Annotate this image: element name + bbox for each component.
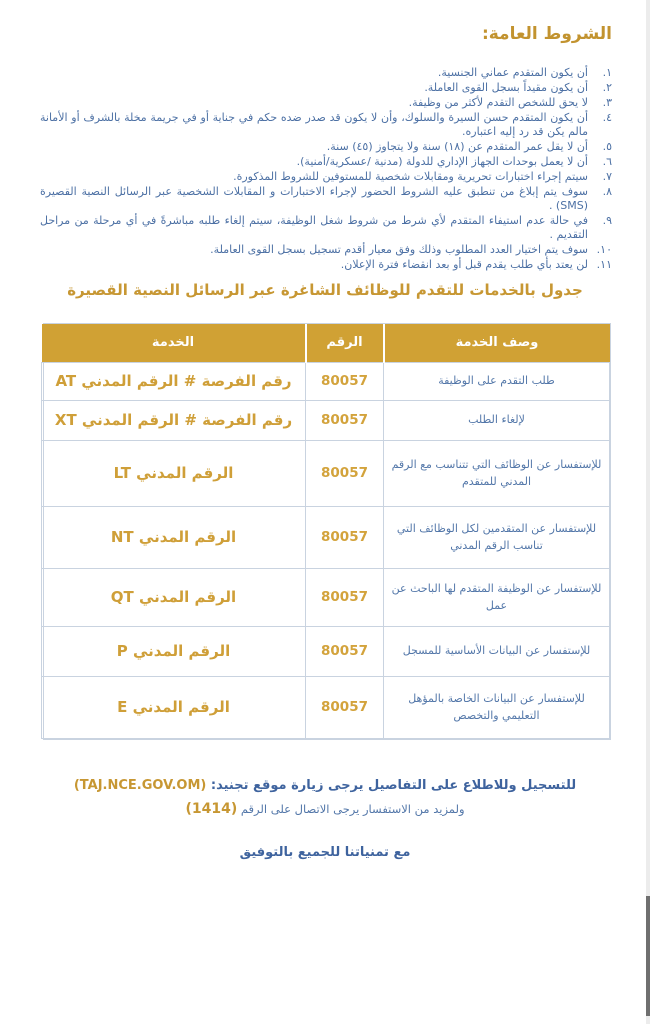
registration-info bbox=[0, 778, 650, 793]
service-number-cell: 80057 bbox=[306, 362, 384, 400]
condition-number: ٦. bbox=[602, 155, 612, 168]
table-row bbox=[42, 362, 610, 400]
condition-text: في حالة عدم استيفاء المتقدم لأي شرط من شروط شغل الوظيفة، سيتم إلغاء طلبه مباشرةً في أي مرحلة من مراحل التقديم . bbox=[40, 214, 588, 241]
scrollbar-thumb[interactable] bbox=[646, 896, 650, 1016]
service-description-cell: للإستفسار عن البيانات الأساسية للمسجل bbox=[384, 626, 610, 676]
condition-number: ١٠. bbox=[596, 243, 612, 256]
condition-text: أن لا يعمل بوحدات الجهاز الإداري للدولة (مدنية /عسكرية/أمنية). bbox=[296, 155, 588, 168]
page-title: الشروط العامة: bbox=[481, 24, 612, 44]
service-number-cell: 80057 bbox=[306, 440, 384, 506]
service-code-cell: رقم الفرصة # الرقم المدني AT bbox=[42, 362, 306, 400]
condition-text: أن يكون مقيداً بسجل القوى العاملة. bbox=[424, 81, 588, 94]
col-header-service: الخدمة bbox=[42, 324, 306, 362]
service-number-cell: 80057 bbox=[306, 506, 384, 568]
condition-number: ٢. bbox=[602, 81, 612, 94]
service-number-cell: 80057 bbox=[306, 568, 384, 626]
col-header-description: وصف الخدمة bbox=[384, 324, 610, 362]
table-header-row bbox=[42, 324, 610, 362]
condition-text: أن لا يقل عمر المتقدم عن (١٨) سنة ولا يتجاوز (٤٥) سنة. bbox=[326, 140, 588, 153]
condition-text: سيتم إجراء اختبارات تحريرية ومقابلات شخصية للمستوفين للشروط المذكورة. bbox=[233, 170, 588, 183]
condition-text: لن يعتد بأي طلب يقدم قبل أو بعد انقضاء فترة الإعلان. bbox=[340, 258, 588, 271]
website-url: (TAJ.NCE.GOV.OM) bbox=[73, 778, 207, 793]
service-code-cell: الرقم المدني NT bbox=[42, 506, 306, 568]
table-row bbox=[42, 506, 610, 568]
condition-item bbox=[40, 258, 612, 272]
closing-wishes: مع تمنياتنا للجميع بالتوفيق bbox=[239, 845, 411, 860]
condition-text: أن يكون المتقدم حسن السيرة والسلوك، وأن لا يكون قد صدر ضده حكم في جناية أو في جريمة مخلة بالشرف أو الأمانة مالم يكن قد رد إليه اعتباره. bbox=[40, 111, 588, 138]
table-row bbox=[42, 626, 610, 676]
condition-number: ٤. bbox=[602, 111, 612, 124]
service-description-cell: للإستفسار عن الوظيفة المتقدم لها الباحث عن عمل bbox=[384, 568, 610, 626]
service-number-cell: 80057 bbox=[306, 400, 384, 440]
condition-item bbox=[40, 243, 612, 257]
service-description-cell: للإستفسار عن البيانات الخاصة بالمؤهل التعليمي والتخصص bbox=[384, 676, 610, 738]
service-number-cell: 80057 bbox=[306, 676, 384, 738]
table-row bbox=[42, 440, 610, 506]
condition-number: ١. bbox=[602, 66, 612, 79]
condition-number: ٩. bbox=[602, 214, 612, 227]
conditions-list bbox=[40, 66, 612, 273]
service-code-cell: الرقم المدني LT bbox=[42, 440, 306, 506]
condition-number: ٥. bbox=[602, 140, 612, 153]
condition-number: ٣. bbox=[602, 96, 612, 109]
table-row bbox=[42, 400, 610, 440]
inquiry-text: ولمزيد من الاستفسار يرجى الاتصال على الرقم bbox=[240, 802, 465, 816]
condition-item bbox=[40, 81, 612, 95]
inquiry-info bbox=[0, 801, 650, 817]
condition-text: سوف يتم إبلاغ من تنطبق عليه الشروط الحضور لإجراء الاختبارات و المقابلات الشخصية عبر الرسائل النصية القصيرة (SMS) . bbox=[40, 185, 588, 212]
service-description-cell: طلب التقدم على الوظيفة bbox=[384, 362, 610, 400]
col-header-number: الرقم bbox=[306, 324, 384, 362]
service-description-cell: للإستفسار عن المتقدمين لكل الوظائف التي تناسب الرقم المدني bbox=[384, 506, 610, 568]
service-code-cell: الرقم المدني P bbox=[42, 626, 306, 676]
service-number-cell: 80057 bbox=[306, 626, 384, 676]
scrollbar-track[interactable] bbox=[646, 0, 650, 1024]
condition-item bbox=[40, 96, 612, 110]
services-table-title: جدول بالخدمات للتقدم للوظائف الشاغرة عبر الرسائل النصية القصيرة bbox=[67, 281, 583, 299]
services-table-wrap bbox=[43, 323, 611, 740]
condition-number: ٧. bbox=[602, 170, 612, 183]
table-row bbox=[42, 676, 610, 738]
condition-item bbox=[40, 170, 612, 184]
condition-item bbox=[40, 111, 612, 139]
condition-number: ٨. bbox=[602, 185, 612, 198]
condition-item bbox=[40, 155, 612, 169]
service-description-cell: لإلغاء الطلب bbox=[384, 400, 610, 440]
phone-number: (1414) bbox=[185, 801, 238, 817]
service-code-cell: رقم الفرصة # الرقم المدني XT bbox=[42, 400, 306, 440]
service-code-cell: الرقم المدني E bbox=[42, 676, 306, 738]
condition-item bbox=[40, 140, 612, 154]
condition-number: ١١. bbox=[596, 258, 612, 271]
registration-text: للتسجيل وللاطلاع على التفاصيل يرجى زيارة موقع تجنيد: bbox=[210, 778, 577, 793]
table-row bbox=[42, 568, 610, 626]
condition-item bbox=[40, 185, 612, 213]
services-table bbox=[41, 324, 610, 739]
service-description-cell: للإستفسار عن الوظائف التي تتناسب مع الرقم المدني للمتقدم bbox=[384, 440, 610, 506]
condition-text: لا يحق للشخص التقدم لأكثر من وظيفة. bbox=[408, 96, 588, 109]
condition-text: سوف يتم اختيار العدد المطلوب وذلك وفق معيار أقدم تسجيل بسجل القوى العاملة. bbox=[210, 243, 588, 256]
condition-item bbox=[40, 66, 612, 80]
condition-item bbox=[40, 214, 612, 242]
service-code-cell: الرقم المدني QT bbox=[42, 568, 306, 626]
condition-text: أن يكون المتقدم عماني الجنسية. bbox=[437, 66, 588, 79]
